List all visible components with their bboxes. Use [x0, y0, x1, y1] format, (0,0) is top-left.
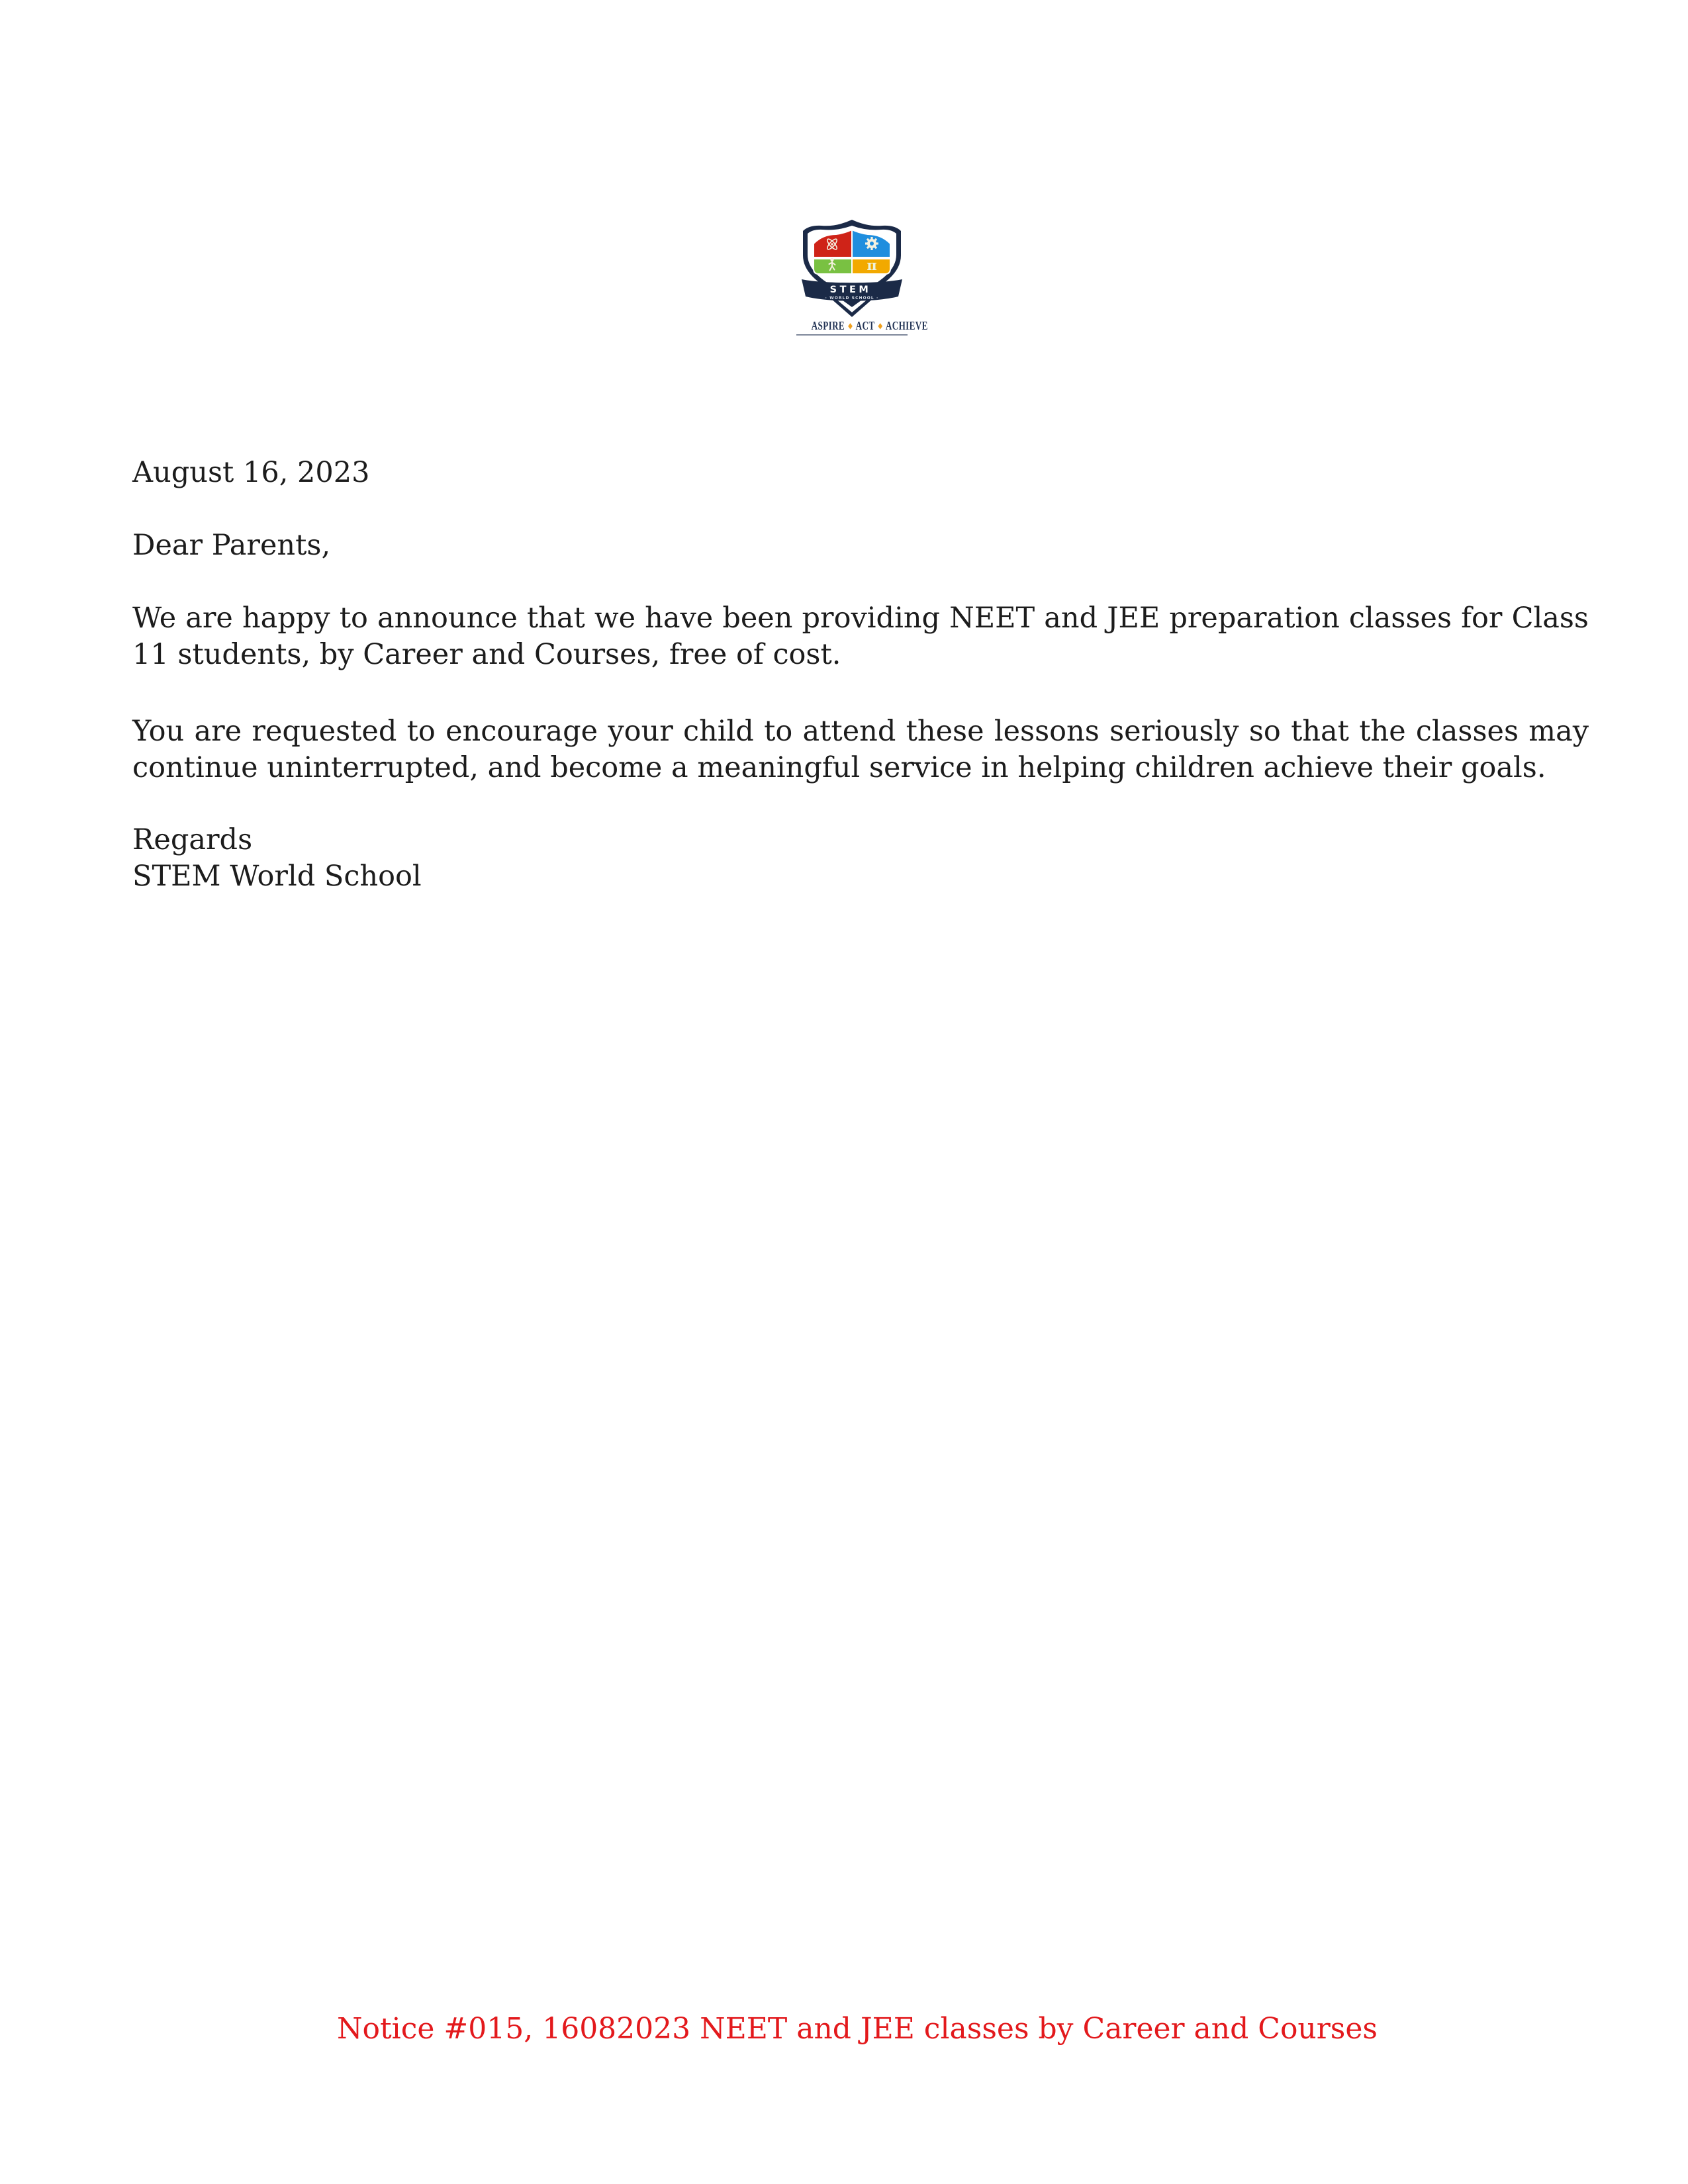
- footer-notice: Notice #015, 16082023 NEET and JEE classes by Career and Courses: [336, 2012, 1378, 2046]
- tagline-word-achieve: ACHIEVE: [885, 319, 928, 332]
- gear-icon: [865, 237, 878, 250]
- school-logo-emblem: [796, 218, 908, 318]
- star-separator-icon: ◆: [848, 321, 853, 330]
- paragraph-announcement: [132, 600, 1589, 673]
- school-name-text: STEM: [829, 285, 872, 295]
- salutation-line: Dear Parents,: [132, 529, 331, 562]
- date-line: August 16, 2023: [132, 456, 370, 489]
- paragraph-line: You are requested to encourage your child to attend these lessons seriously so that the classes may: [132, 715, 1589, 748]
- paragraph-line: continue uninterrupted, and become a meaningful service in helping children achieve their goals.: [132, 751, 1546, 784]
- paragraph-request: [132, 713, 1589, 786]
- logo-tagline: [796, 319, 928, 336]
- signature-line: STEM World School: [132, 860, 422, 893]
- school-logo: [796, 218, 928, 336]
- closing-line: Regards: [132, 823, 253, 856]
- tagline-word-aspire: ASPIRE: [811, 319, 845, 332]
- paragraph-line: 11 students, by Career and Courses, free of cost.: [132, 638, 841, 671]
- chevron-icon: [831, 298, 873, 317]
- paragraph-line: We are happy to announce that we have been providing NEET and JEE preparation classes for Class: [132, 602, 1589, 635]
- tagline-word-act: ACT: [855, 319, 875, 332]
- star-separator-icon: ◆: [878, 321, 883, 330]
- closing-block: [132, 822, 1589, 895]
- pi-icon: π: [867, 257, 877, 273]
- school-subname-text: · WORLD SCHOOL ·: [825, 296, 879, 300]
